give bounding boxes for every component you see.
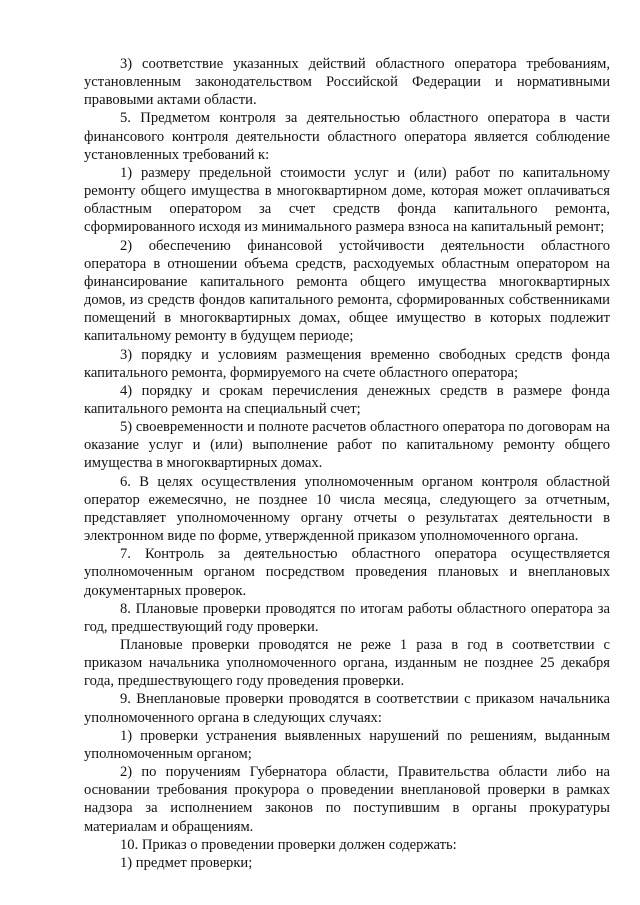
paragraph-7: 5) своевременности и полноте расчетов областного оператора по договорам на оказание услуг и (или) выполнение работ по капитальному ремонту общего имущества в многоквартирных домах. (84, 419, 610, 472)
paragraph-13: 1) проверки устранения выявленных нарушений по решениям, выданным уполномоченным органом; (84, 727, 610, 762)
paragraph-4: 2) обеспечению финансовой устойчивости деятельности областного оператора в отношении объема средств, расходуемых областным оператором на финансирование капитального ремонта общего имущества многоквартирных домов, из средств фондов капитального ремонта, сформированных собственниками помещений в многоквартирных домах, общее имущество в которых подлежит капитальному ремонту в будущем периоде; (84, 237, 610, 345)
paragraph-1: 3) соответствие указанных действий областного оператора требованиям, установленным законодательством Российской Федерации и нормативными правовыми актами области. (84, 56, 610, 109)
paragraph-14: 2) по поручениям Губернатора области, Правительства области либо на основании требования прокурора о проведении внеплановой проверки в рамках надзора за исполнением законов по поступившим в органы прокуратуры материалам и обращениям. (84, 764, 610, 835)
paragraph-8: 6. В целях осуществления уполномоченным органом контроля областной оператор ежемесячно, не позднее 10 числа месяца, следующего за отчетным, представляет уполномоченному органу отчеты о результатах деятельности в электронном виде по форме, утвержденной приказом уполномоченного органа. (84, 473, 610, 545)
paragraph-3: 1) размеру предельной стоимости услуг и (или) работ по капитальному ремонту общего имущества в многоквартирном доме, которая может оплачиваться областным оператором за счет средств фонда капитального ремонта, сформированного исходя из минимального размера взноса на капитальный ремонт; (84, 164, 610, 236)
paragraph-5: 3) порядку и условиям размещения временно свободных средств фонда капитального ремонта, формируемого на счете областного оператора; (84, 346, 610, 381)
paragraph-10: 8. Плановые проверки проводятся по итогам работы областного оператора за год, предшествующий году проверки. (84, 600, 610, 635)
paragraph-6: 4) порядку и срокам перечисления денежных средств в размере фонда капитального ремонта на специальный счет; (84, 382, 610, 417)
paragraph-12: 9. Внеплановые проверки проводятся в соответствии с приказом начальника уполномоченного органа в следующих случаях: (84, 691, 610, 726)
paragraph-16: 1) предмет проверки; (120, 854, 253, 871)
paragraph-2: 5. Предметом контроля за деятельностью областного оператора в части финансового контроля деятельности областного оператора является соблюдение установленных требований к: (84, 110, 610, 163)
paragraph-11: Плановые проверки проводятся не реже 1 раза в год в соответствии с приказом начальника уполномоченного органа, изданным не позднее 25 декабря года, предшествующего году проведения проверки. (84, 637, 610, 690)
paragraph-9: 7. Контроль за деятельностью областного оператора осуществляется уполномоченным органом посредством проведения плановых и внеплановых документарных проверок. (84, 546, 610, 599)
paragraph-15: 10. Приказ о проведении проверки должен содержать: (120, 836, 457, 853)
document-page (84, 55, 610, 872)
